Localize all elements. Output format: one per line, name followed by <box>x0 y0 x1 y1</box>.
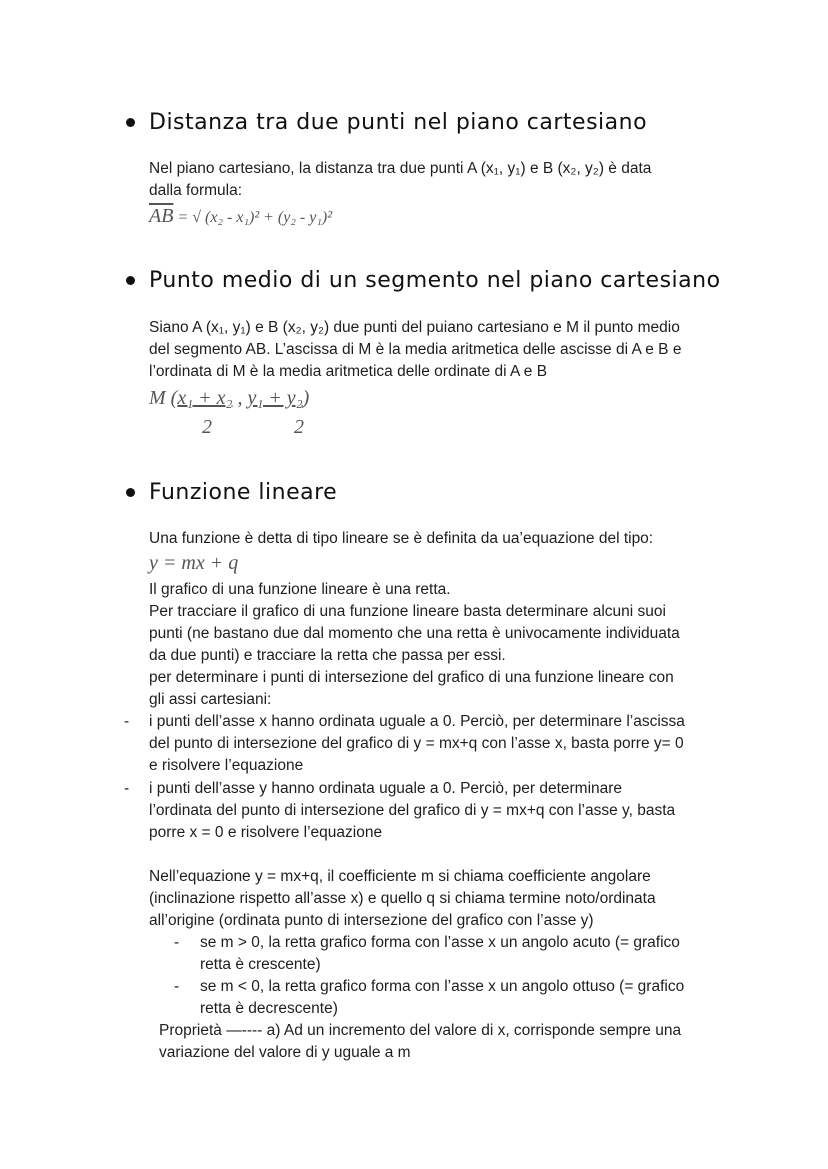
bullet-icon <box>126 118 135 127</box>
list-item-line: i punti dell’asse x hanno ordinata uguale a 0. Perciò, per determinare l’ascissa <box>149 713 685 730</box>
linear-formula: y = mx + q <box>149 552 239 574</box>
property-line: Proprietà —---- a) Ad un incremento del valore di x, corrisponde sempre una <box>159 1022 682 1039</box>
list-item-line: l’ordinata del punto di intersezione del grafico di y = mx+q con l’asse y, basta <box>149 802 676 819</box>
list-item-line: e risolvere l’equazione <box>149 757 304 774</box>
sublist-item-line: retta è crescente) <box>200 956 321 973</box>
list-item-line: del punto di intersezione del grafico di y = mx+q con l’asse x, basta porre y= 0 <box>149 735 684 752</box>
paragraph-line: Nell’equazione y = mx+q, il coefficiente m si chiama coefficiente angolare <box>149 868 651 885</box>
paragraph-line: Nel piano cartesiano, la distanza tra due punti A (x₁, y₁) e B (x₂, y₂) è data <box>149 160 652 177</box>
bullet-icon <box>126 276 135 285</box>
formula-separator: , <box>232 387 248 409</box>
paragraph-line: (inclinazione rispetto all’asse x) e quello q si chiama termine noto/ordinata <box>149 890 656 907</box>
section-heading-punto-medio <box>126 268 721 293</box>
heading-text: Funzione lineare <box>149 480 338 505</box>
sublist-dash: - <box>174 978 180 995</box>
paragraph-line: Una funzione è detta di tipo lineare se è definita da ua’equazione del tipo: <box>149 530 654 547</box>
paragraph-line: dalla formula: <box>149 182 243 199</box>
distance-formula <box>149 205 332 228</box>
body-line: da due punti) e tracciare la retta che passa per essi. <box>149 647 506 664</box>
formula-suffix: ) <box>302 387 310 409</box>
body-line: gli assi cartesiani: <box>149 691 272 708</box>
paragraph-line: Siano A (x₁, y₁) e B (x₂, y₂) due punti del puiano cartesiano e M il punto medio <box>149 319 680 336</box>
body-line: punti (ne bastano due dal momento che una retta è univocamente individuata <box>149 625 680 642</box>
formula-numerator-y: y₁ + y₂ <box>247 387 303 409</box>
list-dash: - <box>124 780 130 797</box>
midpoint-formula <box>149 387 309 410</box>
formula-lhs: $\overline{AB}$ <box>149 205 174 227</box>
list-item-line: i punti dell’asse y hanno ordinata uguale a 0. Perciò, per determinare <box>149 780 623 797</box>
sublist-dash: - <box>174 934 180 951</box>
heading-text: Punto medio di un segmento nel piano cartesiano <box>149 268 721 293</box>
bullet-icon <box>126 488 135 497</box>
property-line: variazione del valore di y uguale a m <box>159 1044 411 1061</box>
formula-rhs: = √ (x₂ - x₁)² + (y₂ - y₁)² <box>173 209 333 226</box>
paragraph-line: l’ordinata di M è la media aritmetica delle ordinate di A e B <box>149 363 548 380</box>
formula-denominator-y: 2 <box>294 416 304 438</box>
sublist-item-line: se m < 0, la retta grafico forma con l’asse x un angolo ottuso (= grafico <box>200 978 685 995</box>
formula-prefix: M ( <box>149 387 178 409</box>
paragraph-line: del segmento AB. L’ascissa di M è la media aritmetica delle ascisse di A e B e <box>149 341 682 358</box>
list-item-line: porre x = 0 e risolvere l’equazione <box>149 824 383 841</box>
body-line: per determinare i punti di intersezione del grafico di una funzione lineare con <box>149 669 674 686</box>
list-dash: - <box>124 713 130 730</box>
body-line: Per tracciare il grafico di una funzione lineare basta determinare alcuni suoi <box>149 603 666 620</box>
formula-denominator-x: 2 <box>202 416 212 438</box>
sublist-item-line: se m > 0, la retta grafico forma con l’asse x un angolo acuto (= grafico <box>200 934 680 951</box>
formula-numerator-x: x₁ + x₂ <box>177 387 233 409</box>
heading-text: Distanza tra due punti nel piano cartesiano <box>149 110 648 135</box>
paragraph-line: all’origine (ordinata punto di intersezione del grafico con l’asse y) <box>149 912 594 929</box>
section-heading-distanza <box>126 110 647 135</box>
sublist-item-line: retta è decrescente) <box>200 1000 338 1017</box>
section-heading-funzione-lineare <box>126 480 337 505</box>
body-line: Il grafico di una funzione lineare è una retta. <box>149 581 451 598</box>
